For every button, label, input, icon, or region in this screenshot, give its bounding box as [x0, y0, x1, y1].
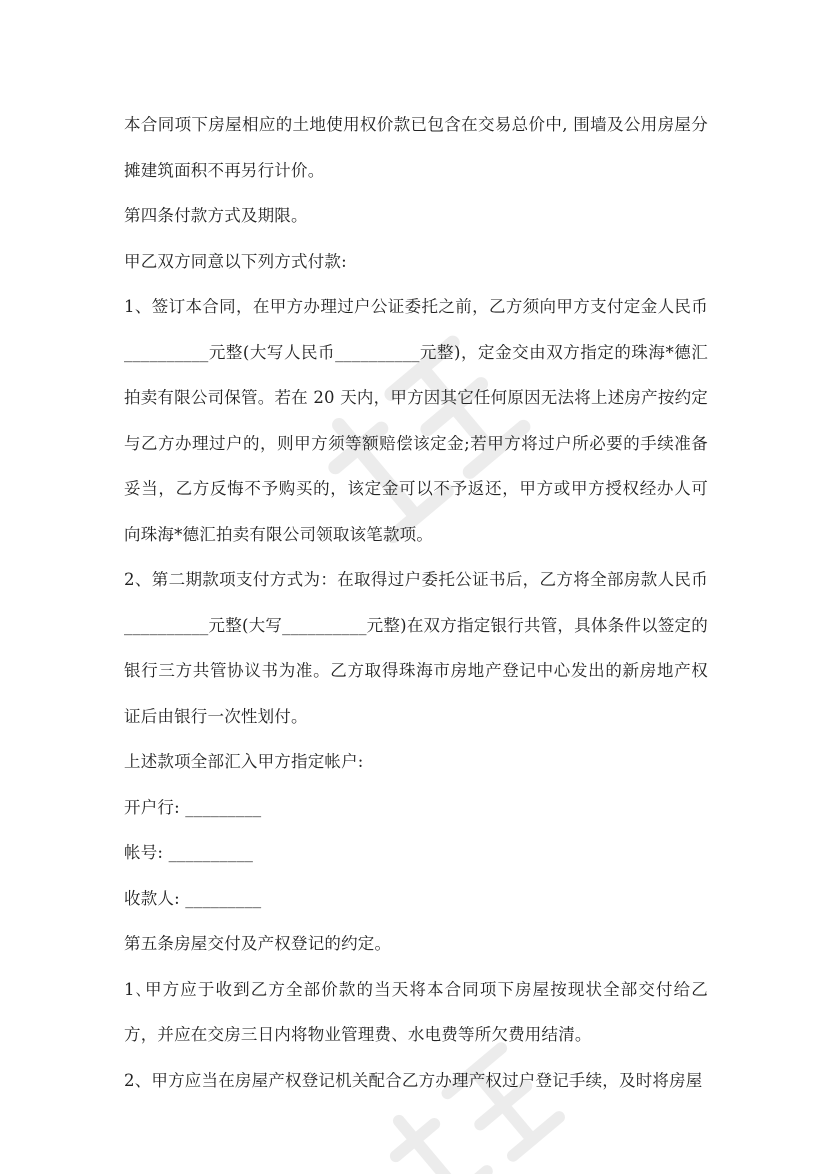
field-bank-name: 开户行: _________ — [124, 797, 262, 817]
paragraph-account-intro: 上述款项全部汇入甲方指定帐户: — [124, 752, 364, 771]
field-account-number: 帐号: __________ — [124, 843, 254, 862]
paragraph-title-transfer: 2、甲方应当在房屋产权登记机关配合乙方办理产权过户登记手续，及时将房屋 — [124, 1070, 703, 1090]
paragraph-house-delivery: 1､甲方应于收到乙方全部价款的当天将本合同项下房屋按现状全部交付给乙方，并应在交房三日内将物业管理费、水电费等所欠费用结清。 — [124, 979, 708, 1044]
heading-article-5: 第五条房屋交付及产权登记的约定。 — [124, 934, 392, 953]
document-body — [124, 102, 708, 1103]
paragraph-deposit-terms: 1、签订本合同，在甲方办理过户公证委托之前，乙方须向甲方支付定金人民币__________元整(大写人民币__________元整)，定金交由双方指定的珠海*德汇拍卖有限公司保管。若在 20 天内，甲方因其它任何原因无法将上述房产按约定与乙方办理过户的，则甲方须等额赔偿该定金;若甲方将过户所必要的手续准备妥当，乙方反悔不予购买的，该定金可以不予返还，甲方或甲方授权经办人可向珠海*德汇拍卖有限公司领取该笔款项。 — [124, 297, 708, 544]
paragraph-second-payment: 2、第二期款项支付方式为：在取得过户委托公证书后，乙方将全部房款人民币__________元整(大写__________元整)在双方指定银行共管，具体条件以签定的银行三方共管协议书为准。乙方取得珠海市房地产登记中心发出的新房地产权证后由银行一次性划付。 — [124, 570, 708, 726]
paragraph-payment-agreement: 甲乙双方同意以下列方式付款: — [124, 251, 347, 271]
paragraph-land-use-price: 本合同项下房屋相应的土地使用权价款已包含在交易总价中, 围墙及公用房屋分摊建筑面积不再另行计价。 — [124, 115, 708, 180]
heading-article-4: 第四条付款方式及期限。 — [124, 206, 308, 225]
field-payee: 收款人: _________ — [124, 888, 262, 908]
